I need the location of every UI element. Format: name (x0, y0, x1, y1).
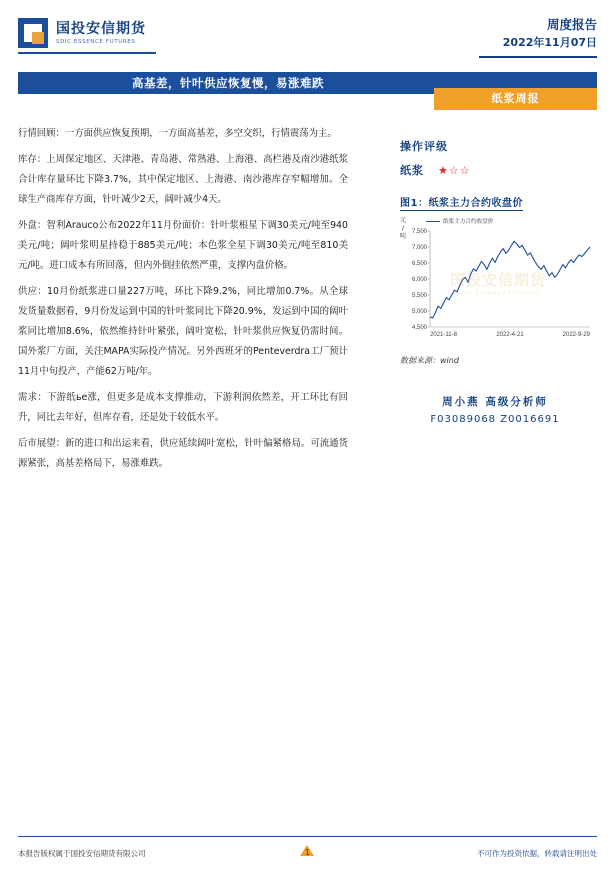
figure-caption: 图1：纸浆主力合约收盘价 (400, 198, 523, 209)
figure-source: 数据来源：wind (400, 356, 459, 365)
watermark-cn: 国投安信期货 (449, 271, 546, 289)
chart-svg (400, 217, 596, 349)
paragraph-outlook: 后市展望：新的进口和出运来看，供应延续阔叶宽松，针叶偏紧格局。可流通货源紧张，高基差格局下，易涨难跌。 (18, 438, 348, 469)
report-body (18, 124, 348, 480)
report-main-title: 高基差，针叶供应恢复慢，易涨难跌 (132, 76, 324, 90)
star-empty-2: ☆ (459, 163, 471, 177)
report-subtitle: 纸浆周报 (491, 92, 540, 105)
paragraph-market-review: 行情回顾：一方面供应恢复预期，一方面高基差，多空交织，行情震荡为主。 (18, 128, 337, 139)
star-filled-1: ★ (438, 163, 449, 177)
star-empty-1: ☆ (448, 163, 460, 177)
svg-text:2022-9-29: 2022-9-29 (562, 332, 590, 338)
footer-page-number: 1 (304, 848, 311, 857)
logo-company-name-en: SDIC ESSENCE FUTURES (56, 38, 136, 45)
report-date: 2022年11月07日 (502, 36, 597, 49)
company-logo (18, 18, 146, 48)
rating-stars (438, 164, 471, 177)
analyst-name: 周小燕 高级分析师 (442, 396, 548, 408)
legend-label: 纸浆主力合约收盘价 (443, 219, 494, 225)
footer-divider (18, 836, 597, 837)
watermark-en: SDIC ESSENCE FUTURES (457, 291, 539, 297)
paragraph-supply: 供应：10月份纸浆进口量227万吨，环比下降9.2%，同比增加0.7%。从全球发货量数据看，9月份发运到中国的针叶浆同比下降20.9%，发运到中国的阔叶浆同比增加8.6%，依然维持针叶紧张，阔叶宽松，针叶浆供应恢复仍需时间。国外浆厂方面，关注MAPA实际投产情况。另外西班牙的Penteverdra工厂预计11月中旬投产，产能62万吨/年。 (18, 286, 348, 377)
subtitle-band (434, 88, 597, 110)
analyst-license: F03089068 Z0016691 (430, 414, 560, 425)
paragraph-overseas: 外盘：智利Arauco公布2022年11月份面价：针叶浆根星下调30美元/吨至940美元/吨；阔叶浆明星持稳于885美元/吨；本色浆全星下调30美元/吨至810美元/吨。进口成本有所回落，但内外倒挂依然严重，支撑内盘价格。 (18, 220, 348, 271)
svg-text:6,500: 6,500 (411, 261, 427, 267)
legend-line-swatch (426, 221, 440, 222)
logo-company-name-cn: 国投安信期货 (56, 20, 146, 37)
paragraph-demand: 需求：下游纸ье涨，但更多是成本支撑推动，下游利润依然差，开工环比有回升，同比去年好，但库存看，还是处于较低水平。 (18, 392, 348, 423)
footer-disclaimer: 不可作为投资依据，转载请注明出处 (477, 849, 597, 858)
price-chart (400, 217, 596, 349)
report-sidebar (400, 138, 600, 425)
logo-text (56, 22, 146, 45)
svg-text:5,500: 5,500 (411, 293, 427, 299)
svg-text:7,000: 7,000 (411, 245, 427, 251)
rating-title: 操作评级 (400, 140, 448, 153)
svg-text:2022-4-21: 2022-4-21 (496, 332, 524, 338)
footer-copyright: 本报告版权属于国投安信期货有限公司 (18, 849, 146, 858)
svg-text:7,500: 7,500 (411, 229, 427, 235)
rating-product-label: 纸浆 (400, 164, 424, 177)
svg-text:4,500: 4,500 (411, 325, 427, 331)
svg-text:5,000: 5,000 (411, 309, 427, 315)
page-header (0, 0, 615, 62)
header-right-underline (479, 56, 597, 58)
logo-mark-icon (18, 18, 48, 48)
svg-text:6,000: 6,000 (411, 277, 427, 283)
report-type: 周度报告 (546, 17, 597, 32)
chart-y-unit: 元 / 吨 (400, 217, 407, 240)
svg-text:2021-11-8: 2021-11-8 (430, 332, 457, 338)
header-right-block (503, 16, 597, 51)
paragraph-inventory: 库存：上周保定地区、天津港、青岛港、常熟港、上海港、高栏港及南沙港纸浆合计库存量环比下降3.7%，其中保定地区、上海港、南沙港库存窄幅增加。全球生产商库存方面，针叶减少2天，阔叶减少4天。 (18, 154, 348, 205)
rating-row (400, 162, 600, 178)
chart-legend (426, 217, 493, 225)
logo-underline (18, 52, 156, 54)
